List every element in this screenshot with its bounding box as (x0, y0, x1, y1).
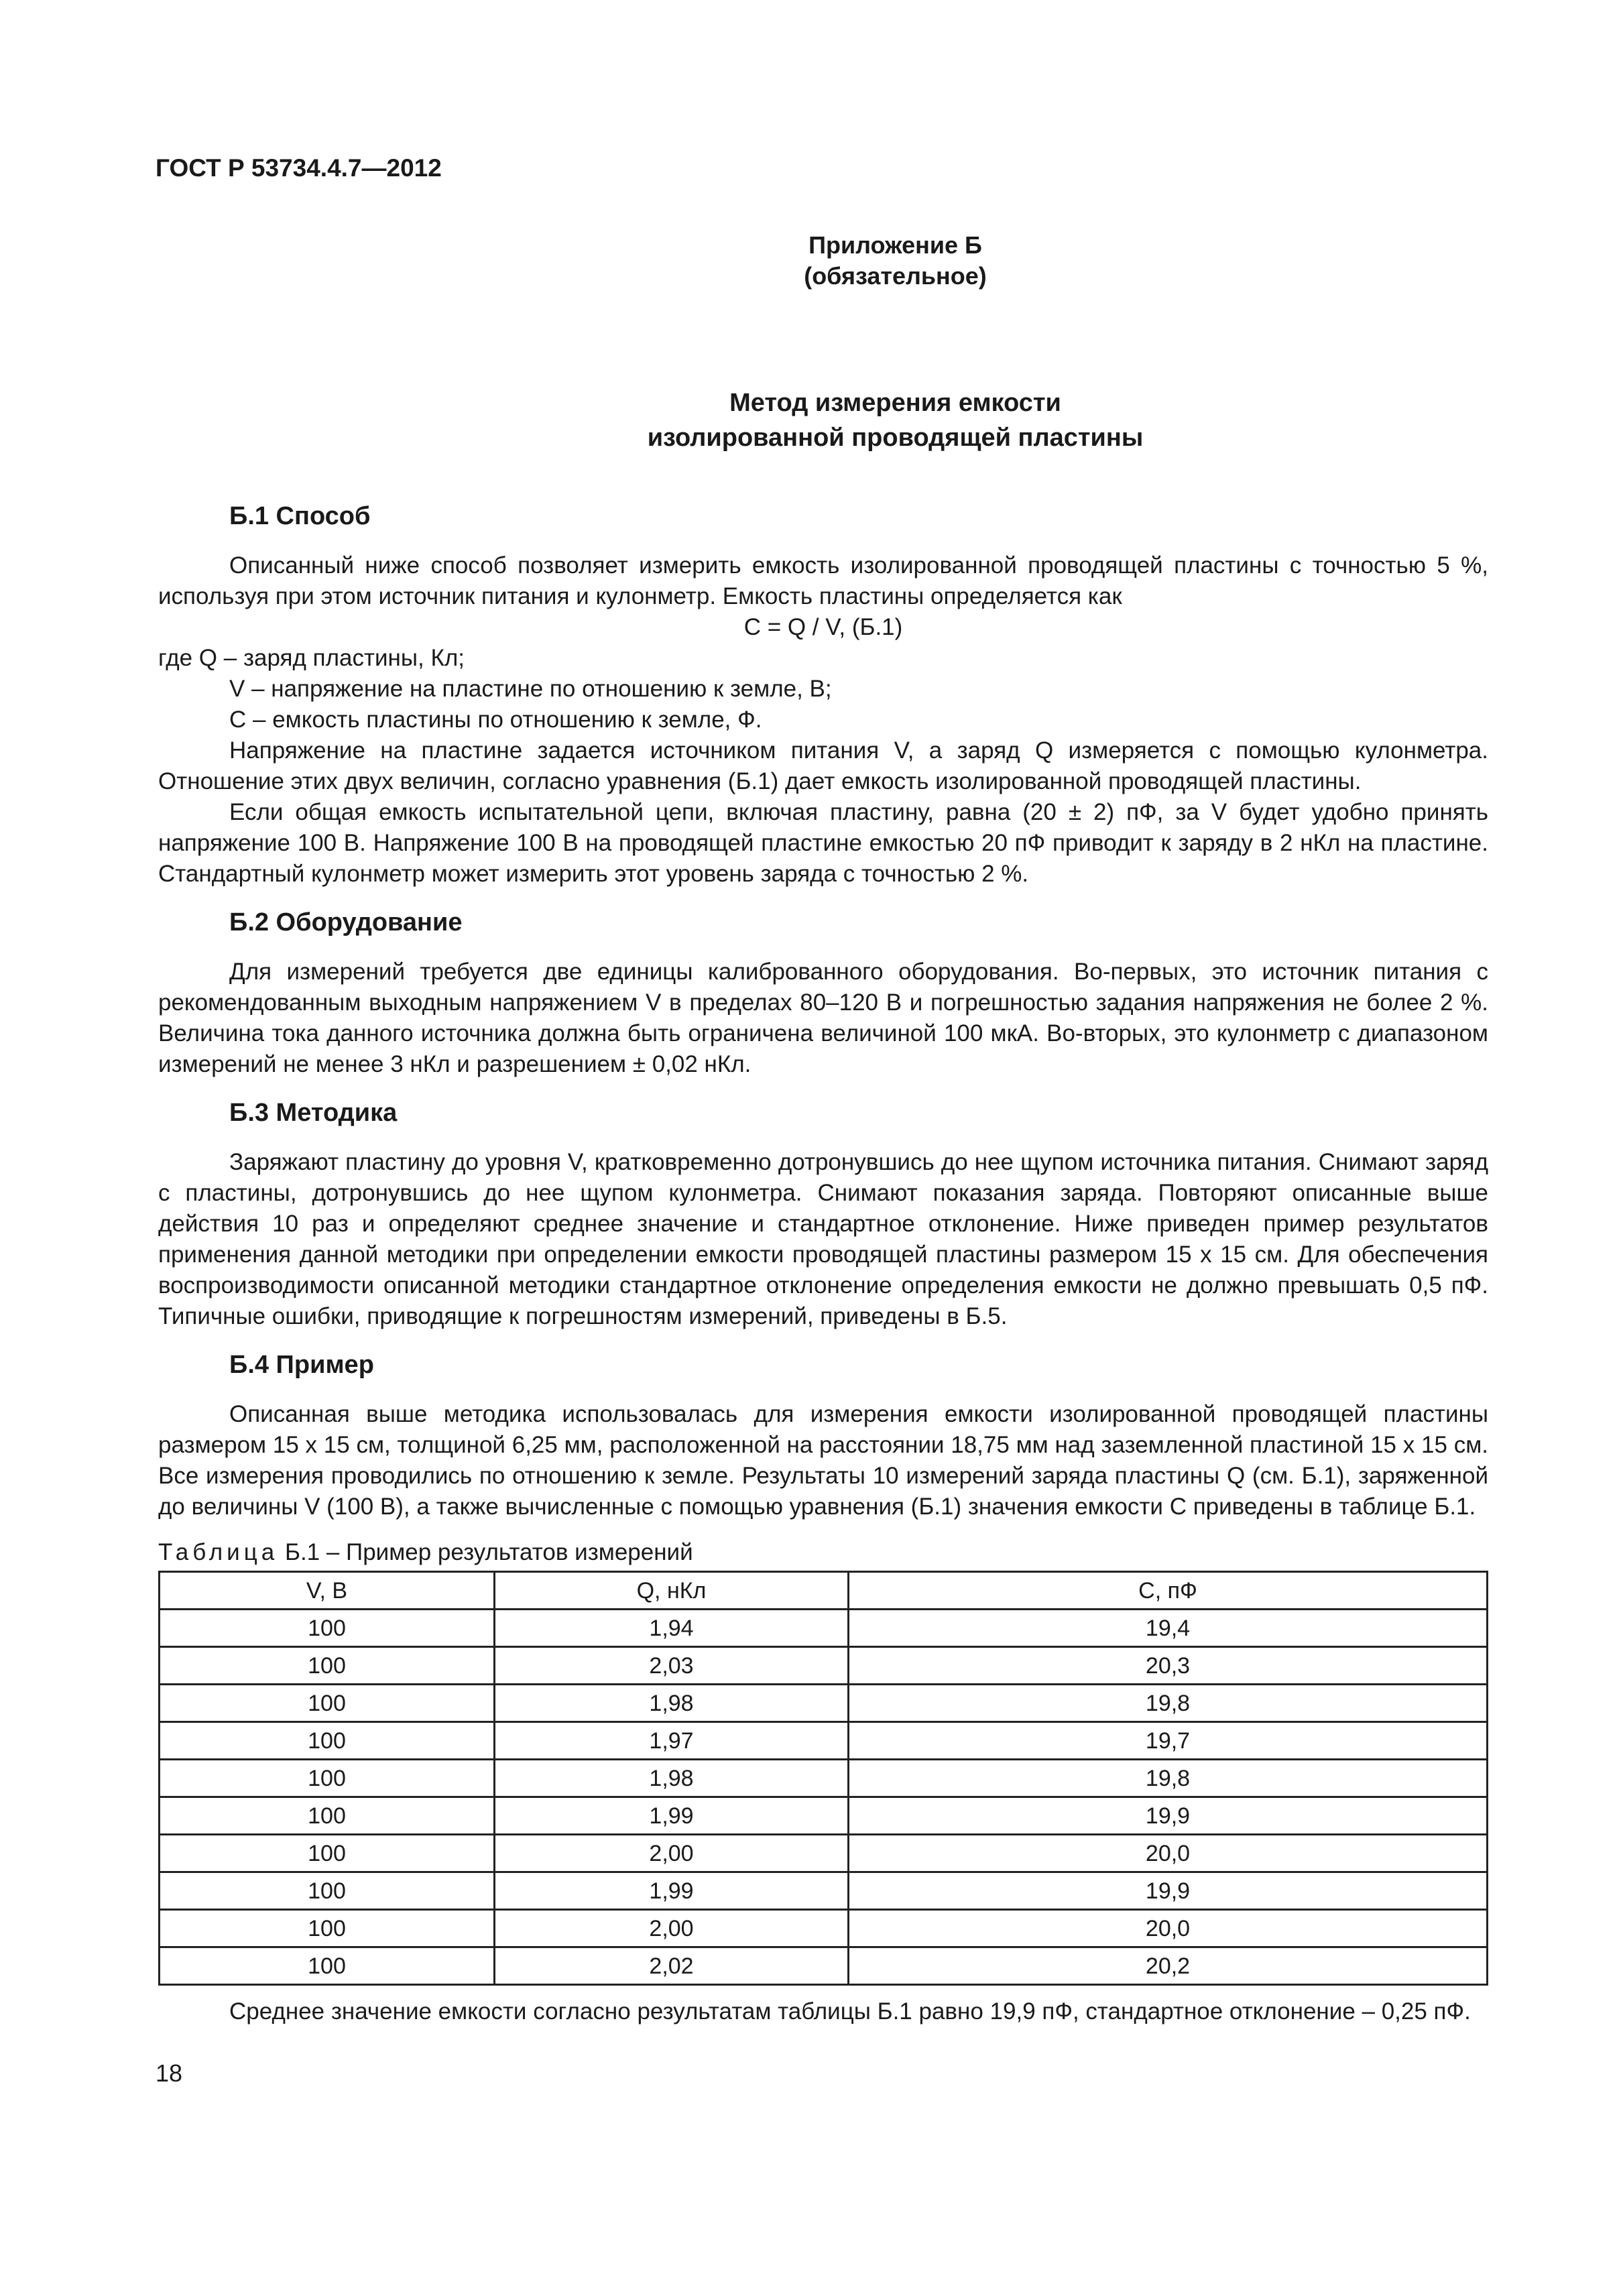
table-row (160, 1835, 1488, 1872)
section-b1-paragraph-1: Описанный ниже способ позволяет измерить емкость изолированной проводящей пластины с точностью 5 %, используя при этом источник питания и кулонметр. Емкость пластины определяется как (158, 552, 1488, 609)
cell-voltage: 100 (160, 1947, 495, 1985)
cell-capacitance: 20,3 (849, 1647, 1488, 1685)
table-caption (158, 1537, 1488, 1568)
title-line-2: изолированной проводящей пластины (647, 424, 1144, 452)
cell-charge: 1,94 (495, 1610, 849, 1647)
appendix-title (0, 385, 1623, 455)
cell-charge: 1,98 (495, 1760, 849, 1797)
cell-capacitance: 19,7 (849, 1722, 1488, 1760)
main-content (158, 499, 1488, 2027)
cell-charge: 2,00 (495, 1910, 849, 1947)
section-b1-paragraph-2: Напряжение на пластине задается источником питания V, а заряд Q измеряется с помощью кулонметра. Отношение этих двух величин, согласно уравнения (Б.1) дает емкость изолированной проводящей пластины. (158, 737, 1488, 794)
section-b2-paragraph-1: Для измерений требуется две единицы калиброванного оборудования. Во-первых, это источник питания с рекомендованным выходным напряжением V в пределах 80–120 В и погрешностью задания напряжения не более 2 %. Величина тока данного источника должна быть ограничена величиной 100 мкА. Во-вторых, это кулонметр с диапазоном измерений не менее 3 нКл и разрешением ± 0,02 нКл. (158, 959, 1488, 1077)
section-b4-heading: Б.4 Пример (229, 1351, 374, 1379)
cell-voltage: 100 (160, 1797, 495, 1835)
table-row (160, 1760, 1488, 1797)
cell-charge: 1,99 (495, 1872, 849, 1910)
table-row (160, 1797, 1488, 1835)
section-b3-paragraph-1: Заряжают пластину до уровня V, кратковременно дотронувшись до нее щупом источника питания. Снимают заряд с пластины, дотронувшись до нее щупом кулонметра. Снимают показания заряда. Повторяют описанные выше действия 10 раз и определяют среднее значение и стандартное отклонение. Ниже приведен пример результатов применения данной методики при определении емкости проводящей пластины размером 15 х 15 см. Для обеспечения воспроизводимости описанной методики стандартное отклонение определения емкости не должно превышать 0,5 пФ. Типичные ошибки, приводящие к погрешностям измерений, приведены в Б.5. (158, 1149, 1488, 1329)
appendix-label: Приложение Б (808, 231, 982, 259)
cell-capacitance: 19,8 (849, 1685, 1488, 1722)
cell-capacitance: 20,0 (849, 1835, 1488, 1872)
table-caption-word: Таблица (158, 1539, 279, 1565)
formula-def-c: C – емкость пластины по отношению к земле, Ф. (229, 707, 762, 733)
table-body (160, 1610, 1488, 1985)
section-b2-heading: Б.2 Оборудование (229, 908, 463, 936)
cell-voltage: 100 (160, 1610, 495, 1647)
conclusion-paragraph: Среднее значение емкости согласно результатам таблицы Б.1 равно 19,9 пФ, стандартное отклонение – 0,25 пФ. (229, 1998, 1471, 2025)
section-b4-paragraph-1: Описанная выше методика использовалась для измерения емкости изолированной проводящей пластины размером 15 х 15 см, толщиной 6,25 мм, расположенной на расстоянии 18,75 мм над заземленной пластиной 15 х 15 см. Все измерения проводились по отношению к земле. Результаты 10 измерений заряда пластины Q (см. Б.1), заряженной до величины V (100 В), а также вычисленные с помощью уравнения (Б.1) значения емкости C приведены в таблице Б.1. (158, 1401, 1488, 1520)
cell-charge: 1,97 (495, 1722, 849, 1760)
page-number: 18 (156, 2059, 183, 2087)
cell-voltage: 100 (160, 1835, 495, 1872)
title-line-1: Метод измерения емкости (729, 389, 1061, 417)
cell-voltage: 100 (160, 1760, 495, 1797)
cell-capacitance: 19,9 (849, 1872, 1488, 1910)
cell-charge: 2,00 (495, 1835, 849, 1872)
cell-charge: 1,99 (495, 1797, 849, 1835)
cell-voltage: 100 (160, 1647, 495, 1685)
formula-where-q: где Q – заряд пластины, Кл; (158, 645, 465, 671)
appendix-status: (обязательное) (804, 262, 987, 290)
table-row (160, 1872, 1488, 1910)
table-caption-text: Б.1 – Пример результатов измерений (284, 1539, 693, 1565)
table-row (160, 1685, 1488, 1722)
table-header-capacitance: C, пФ (849, 1572, 1488, 1610)
results-table (158, 1571, 1488, 1986)
formula-b1: C = Q / V, (Б.1) (743, 614, 903, 640)
table-row (160, 1947, 1488, 1985)
table-row (160, 1647, 1488, 1685)
cell-charge: 1,98 (495, 1685, 849, 1722)
formula-def-v: V – напряжение на пластине по отношению к земле, В; (229, 676, 832, 702)
appendix-heading (0, 230, 1623, 292)
table-header-voltage: V, В (160, 1572, 495, 1610)
table-row (160, 1610, 1488, 1647)
cell-voltage: 100 (160, 1872, 495, 1910)
cell-voltage: 100 (160, 1910, 495, 1947)
cell-capacitance: 20,2 (849, 1947, 1488, 1985)
table-row (160, 1722, 1488, 1760)
table-row (160, 1910, 1488, 1947)
cell-charge: 2,02 (495, 1947, 849, 1985)
section-b1-heading: Б.1 Способ (229, 502, 371, 530)
cell-capacitance: 19,9 (849, 1797, 1488, 1835)
section-b3-heading: Б.3 Методика (229, 1099, 398, 1127)
cell-capacitance: 20,0 (849, 1910, 1488, 1947)
cell-capacitance: 19,4 (849, 1610, 1488, 1647)
document-code: ГОСТ Р 53734.4.7—2012 (156, 154, 442, 182)
cell-charge: 2,03 (495, 1647, 849, 1685)
table-header-charge: Q, нКл (495, 1572, 849, 1610)
cell-voltage: 100 (160, 1722, 495, 1760)
cell-capacitance: 19,8 (849, 1760, 1488, 1797)
section-b1-paragraph-3: Если общая емкость испытательной цепи, включая пластину, равна (20 ± 2) пФ, за V будет удобно принять напряжение 100 В. Напряжение 100 В на проводящей пластине емкостью 20 пФ приводит к заряду в 2 нКл на пластине. Стандартный кулонметр может измерить этот уровень заряда с точностью 2 %. (158, 799, 1488, 887)
table-header-row (160, 1572, 1488, 1610)
cell-voltage: 100 (160, 1685, 495, 1722)
